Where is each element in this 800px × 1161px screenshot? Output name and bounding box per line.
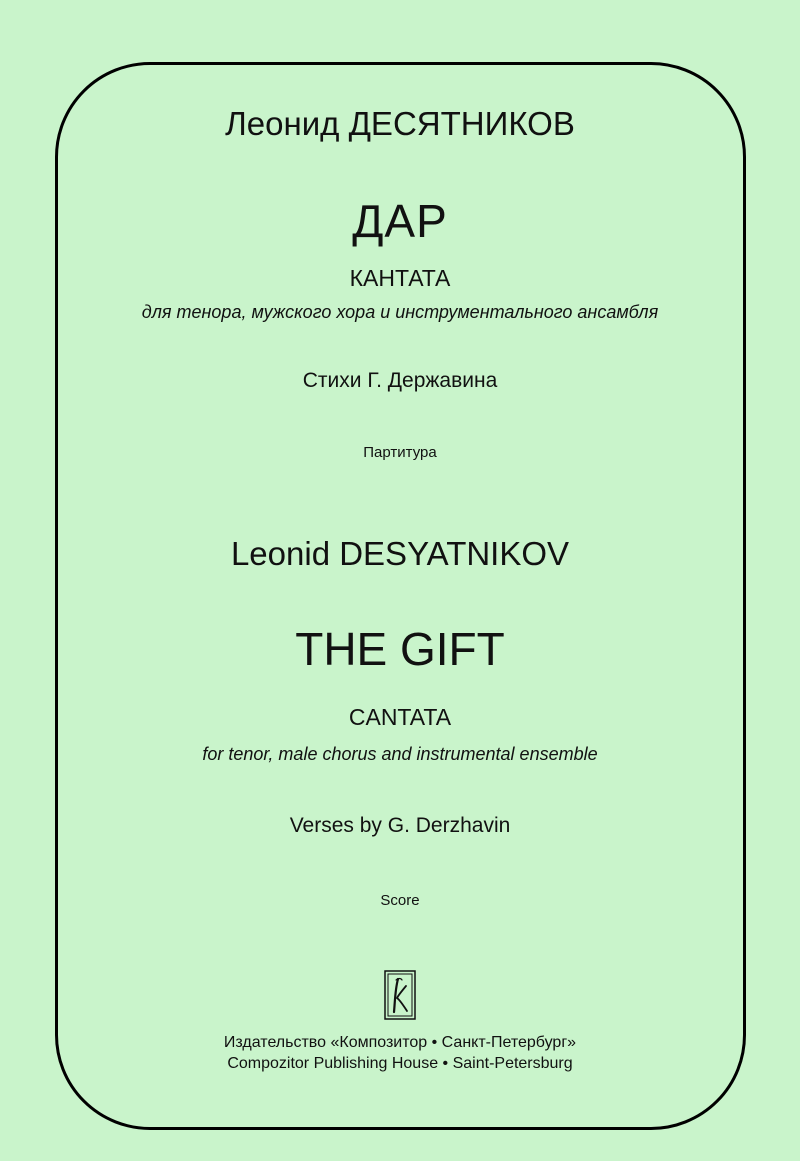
instrumentation-ru: для тенора, мужского хора и инструментального ансамбля	[141, 302, 659, 322]
publisher-line-ru: Издательство «Композитор • Санкт-Петербург»	[223, 1034, 577, 1051]
score-label-en: Score	[380, 892, 420, 909]
title-ru: ДАР	[352, 195, 448, 247]
composer-name-ru: Леонид ДЕСЯТНИКОВ	[225, 105, 575, 142]
composer-name-en: Leonid DESYATNIKOV	[230, 535, 570, 572]
verses-ru: Стихи Г. Державина	[302, 369, 498, 392]
title-en: THE GIFT	[295, 623, 505, 675]
instrumentation-en: for tenor, male chorus and instrumental ensemble	[202, 744, 598, 764]
k-monogram-icon	[384, 970, 416, 1020]
publisher-line-en: Compozitor Publishing House • Saint-Petersburg	[227, 1055, 573, 1072]
score-label-ru: Партитура	[363, 444, 437, 461]
verses-en: Verses by G. Derzhavin	[289, 814, 511, 837]
genre-en: CANTATA	[348, 704, 452, 730]
genre-ru: КАНТАТА	[349, 265, 451, 291]
